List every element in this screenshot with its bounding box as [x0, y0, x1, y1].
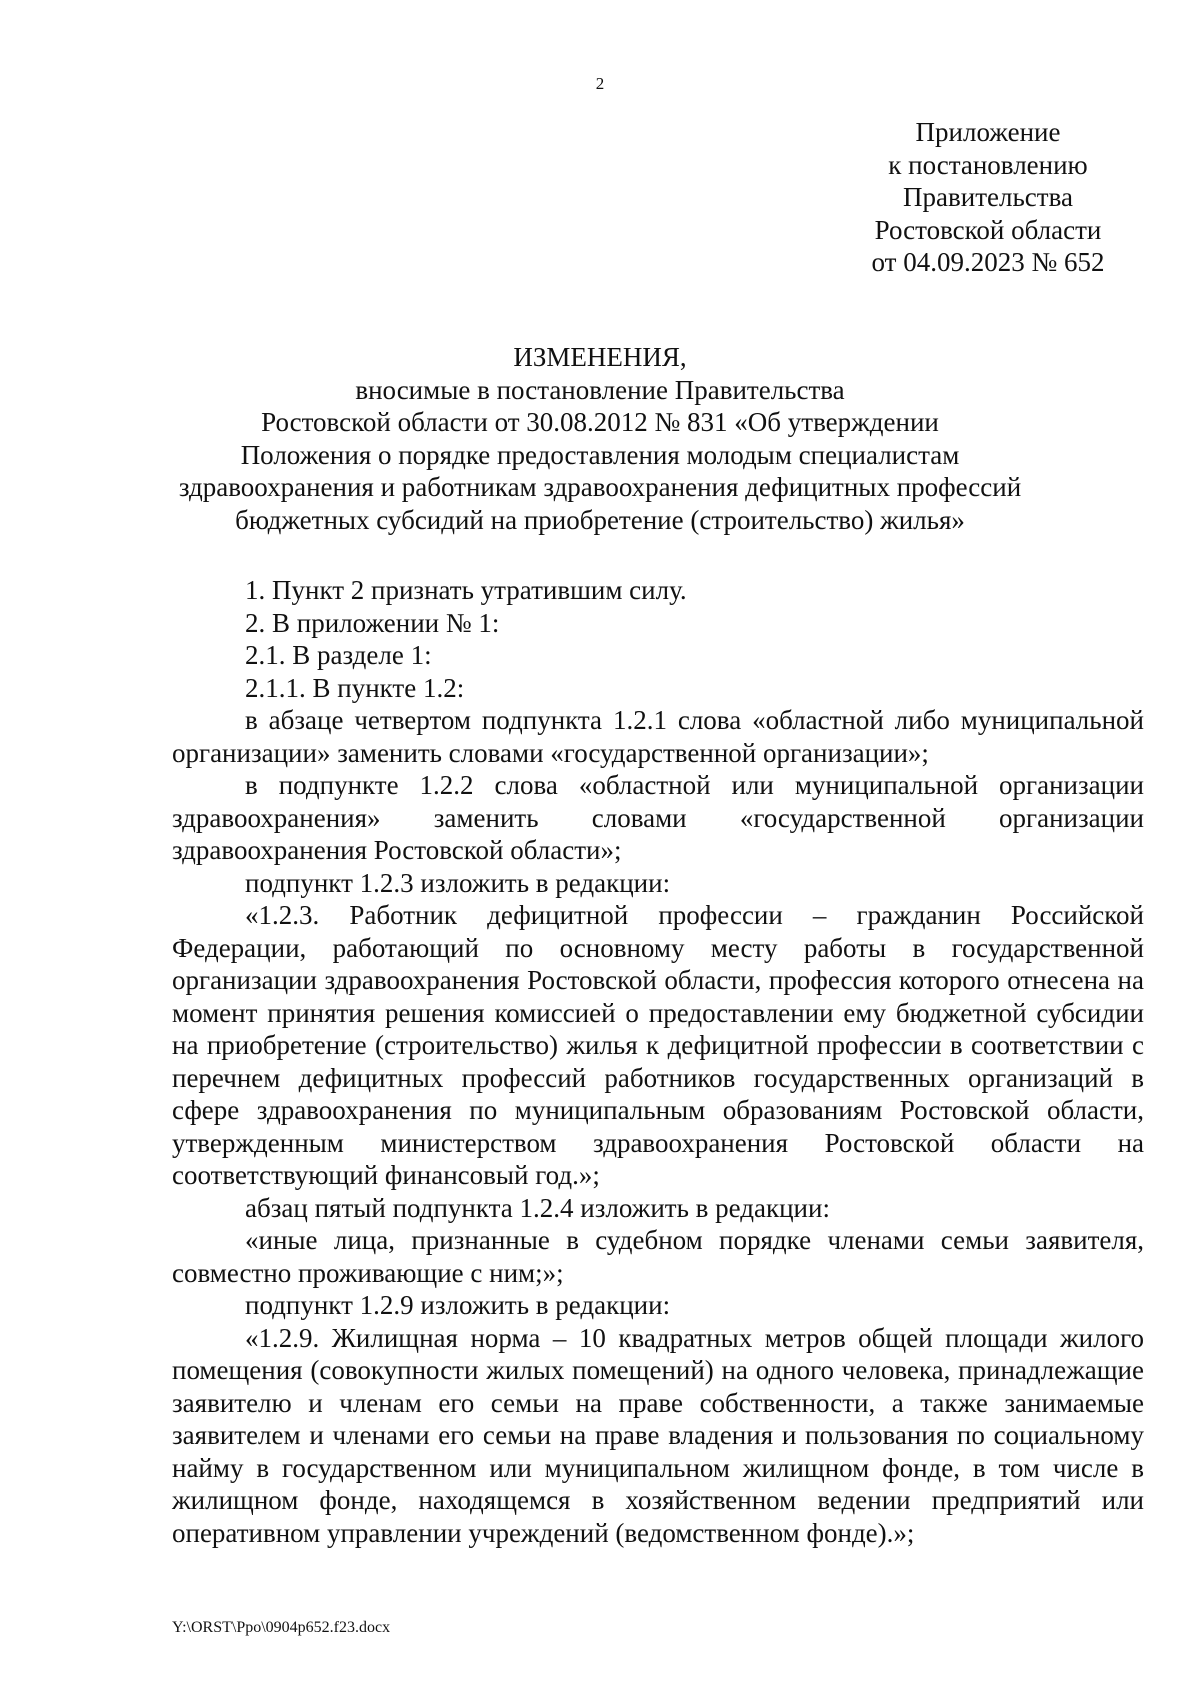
- paragraph: в подпункте 1.2.2 слова «областной или муниципальной организации здравоохранения» заменить словами «государственной организации здравоохранения Ростовской области»;: [172, 770, 1144, 865]
- appendix-line: Ростовской области: [874, 214, 1102, 245]
- paragraph: «иные лица, признанные в судебном порядке членами семьи заявителя, совместно проживающие с ним;»;: [172, 1225, 1144, 1288]
- appendix-header: [838, 116, 1138, 279]
- paragraph: 2.1. В разделе 1:: [245, 640, 432, 670]
- title-line: здравоохранения и работникам здравоохранения дефицитных профессий: [178, 472, 1022, 502]
- paragraph: подпункт 1.2.9 изложить в редакции:: [245, 1290, 671, 1320]
- page-number: 2: [595, 74, 605, 93]
- file-path-footer: Y:\ORST\Ppo\0904p652.f23.docx: [172, 1619, 391, 1636]
- title-line: вносимые в постановление Правительства: [355, 374, 845, 405]
- paragraph: подпункт 1.2.3 изложить в редакции:: [245, 867, 671, 898]
- appendix-line: Приложение: [915, 117, 1061, 147]
- paragraph: абзац пятый подпункта 1.2.4 изложить в редакции:: [245, 1192, 830, 1223]
- paragraph: 2.1.1. В пункте 1.2:: [245, 672, 465, 703]
- title-line: бюджетных субсидий на приобретение (строительство) жилья»: [235, 504, 965, 535]
- paragraph: 1. Пункт 2 признать утратившим силу.: [245, 575, 687, 605]
- title-line: Ростовской области от 30.08.2012 № 831 «Об утверждении: [261, 407, 939, 437]
- document-body: [172, 574, 1144, 1549]
- title-heading: ИЗМЕНЕНИЯ,: [513, 342, 687, 372]
- document-title: [120, 341, 1080, 536]
- appendix-line: к постановлению: [888, 149, 1088, 180]
- paragraph: в абзаце четвертом подпункта 1.2.1 слова «областной либо муниципальной организации» заменить словами «государственной организации»;: [172, 705, 1144, 768]
- paragraph: «1.2.9. Жилищная норма – 10 квадратных метров общей площади жилого помещения (совокупности жилых помещений) на одного человека, принадлежащие заявителю и членам его семьи на праве собственности, а также занимаемые заявителем и членами его семьи на праве владения и пользования по социальному найму в государственном или муниципальном жилищном фонде, в том числе в жилищном фонде, находящемся в хозяйственном ведении предприятий или оперативном управлении учреждений (ведомственном фонде).»;: [172, 1322, 1144, 1548]
- appendix-line: Правительства: [903, 182, 1073, 212]
- paragraph: «1.2.3. Работник дефицитной профессии – гражданин Российской Федерации, работающий по основному месту работы в государственной организации здравоохранения Ростовской области, профессия которого отнесена на момент принятия решения комиссией о предоставлении ему бюджетной субсидии на приобретение (строительство) жилья к дефицитной профессии в соответствии с перечнем дефицитных профессий работников государственных организаций в сфере здравоохранения по муниципальным образованиям Ростовской области, утвержденным министерством здравоохранения Ростовской области на соответствующий финансовый год.»;: [172, 900, 1144, 1190]
- paragraph: 2. В приложении № 1:: [245, 607, 500, 638]
- title-line: Положения о порядке предоставления молодым специалистам: [240, 439, 960, 470]
- appendix-line: от 04.09.2023 № 652: [871, 247, 1105, 277]
